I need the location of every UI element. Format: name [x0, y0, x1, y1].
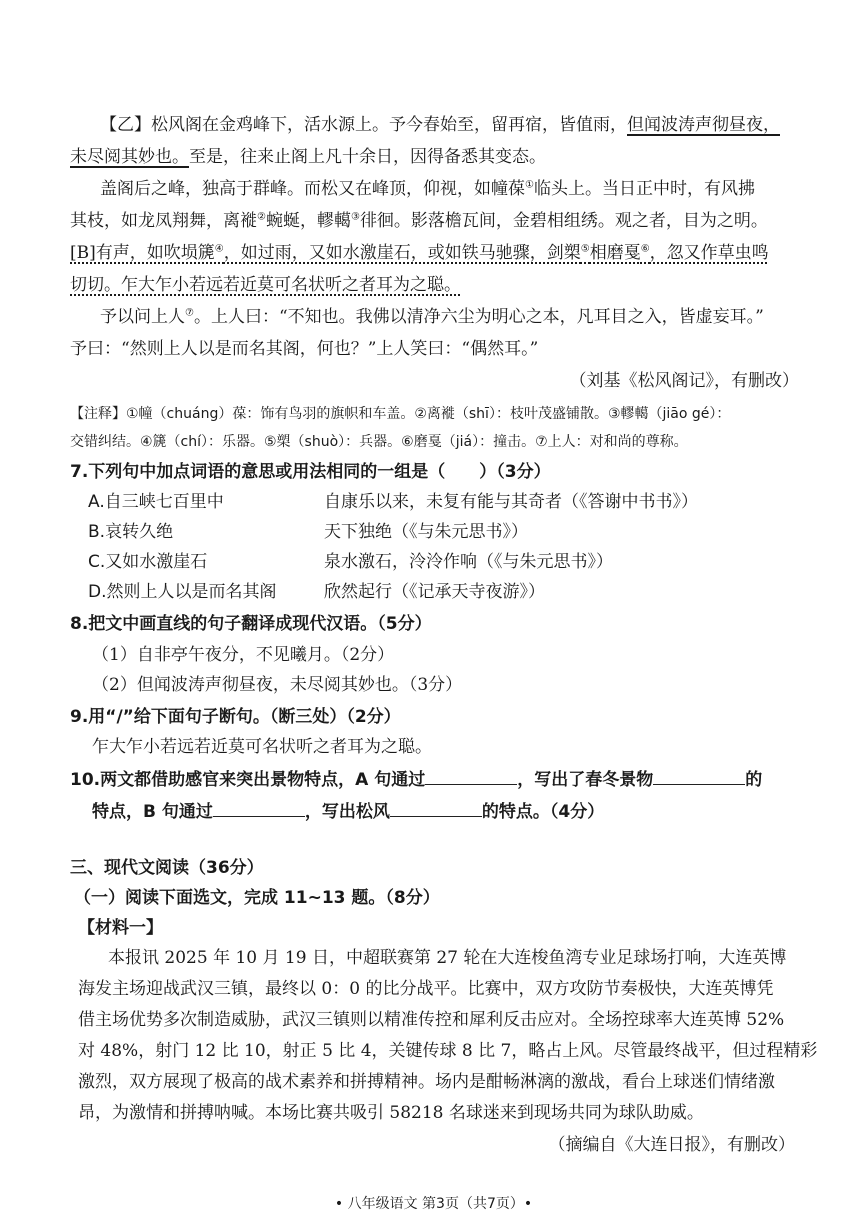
passage-line-b	[70, 273, 461, 297]
question-7-stem: 7.下列句中加点词语的意思或用法相同的一组是（ ）（3分）	[70, 462, 551, 482]
option-left: A.自三峡七百里中	[88, 492, 224, 512]
note-mark: ③	[350, 211, 360, 223]
q7-option-d	[88, 580, 545, 604]
text: 切切。乍大乍小若远若近莫可名状听之者耳为之聪。	[70, 275, 461, 295]
page-footer: • 八年级语文 第3页（共7页）•	[334, 1196, 533, 1212]
article-line: 借主场优势多次制造威胁，武汉三镇则以精准传控和犀利反击应对。全场控球率大连英博 52%	[78, 1010, 785, 1030]
text: 蜿蜒，轇轕	[265, 211, 351, 231]
text: ，忽又作草虫鸣	[649, 243, 769, 263]
section-3-subtitle: （一）阅读下面选文，完成 11~13 题。（8分）	[74, 888, 440, 908]
text: 【乙】松风阁在金鸡峰下，活水源上。予今春始至，留再宿，皆值雨，	[100, 115, 627, 135]
question-9-stem: 9.用“/”给下面句子断句。（断三处）（2分）	[70, 707, 401, 727]
passage-source: （刘基《松风阁记》，有删改）	[569, 371, 799, 391]
answer-blank[interactable]	[213, 800, 305, 817]
option-right: 天下独绝（《与朱元思书》）	[324, 522, 528, 542]
text: 徘徊。影落檐瓦间，金碧相组绣。观之者，目为之明。	[359, 211, 768, 231]
text: ，写出松风	[304, 802, 390, 822]
note-mark: ⑥	[640, 243, 650, 255]
text: 其枝，如龙凤翔舞，离褷	[70, 211, 257, 231]
passage-line-b	[70, 241, 769, 265]
q9-sentence: 乍大乍小若远若近莫可名状听之者耳为之聪。	[92, 737, 432, 757]
option-right: 欣然起行（《记承天寺夜游》）	[324, 582, 545, 602]
underlined-sentence: 未尽阅其妙也。	[70, 147, 189, 167]
text: 特点，B 句通过	[92, 802, 213, 822]
text: ，写出了春冬景物	[517, 770, 654, 790]
q8-item-2: （2）但闻波涛声彻昼夜，未尽阅其妙也。（3分）	[92, 675, 463, 695]
text: 10.两文都借助感官来突出景物特点，A 句通过	[70, 770, 426, 790]
text: [B]有声，如吹埙篪	[70, 243, 215, 263]
text: 相磨戛	[589, 243, 641, 263]
text: 。上人曰：“不知也。我佛以清净六尘为明心之本，凡耳目之入，皆虚妄耳。”	[193, 307, 764, 327]
text: ，如过雨，又如水激崖石，或如铁马驰骤，剑槊	[223, 243, 581, 263]
question-10-line2	[92, 800, 604, 824]
question-8-stem: 8.把文中画直线的句子翻译成现代汉语。（5分）	[70, 614, 432, 634]
text: 临头上。当日正中时，有风拂	[533, 179, 755, 199]
passage-line	[100, 113, 780, 137]
passage-line	[70, 209, 768, 233]
text: 的	[745, 770, 763, 790]
q8-item-1: （1）自非亭午夜分，不见曦月。（2分）	[92, 645, 395, 665]
answer-blank[interactable]	[653, 768, 745, 785]
note-mark: ④	[214, 243, 224, 255]
passage-line	[70, 145, 546, 169]
passage-line	[100, 305, 764, 329]
article-line: 本报讯 2025 年 10 月 19 日，中超联赛第 27 轮在大连梭鱼湾专业足球场打响，大连英博	[108, 948, 787, 968]
section-3-title: 三、现代文阅读（36分）	[70, 858, 264, 878]
material-label: 【材料一】	[78, 918, 163, 938]
text: 至是，往来止阁上凡十余日，因得备悉其变态。	[189, 147, 546, 167]
notes-line: 交错纠结。④篪（chí）：乐器。⑤槊（shuò）：兵器。⑥磨戛（jiá）：撞击。⑦上人：对和尚的尊称。	[70, 434, 688, 450]
note-mark: ①	[525, 179, 534, 191]
article-line: 对 48%，射门 12 比 10，射正 5 比 4，关键传球 8 比 7，略占上风。尽管最终战平，但过程精彩	[78, 1041, 818, 1061]
text: 予曰：“然则上人以是而名其阁，何也？”上人笑曰：“偶然耳。”	[70, 339, 539, 359]
passage-line	[100, 177, 755, 201]
option-left: D.然则上人以是而名其阁	[88, 582, 277, 602]
note-mark: ⑤	[580, 243, 590, 255]
text: 的特点。（4分）	[481, 802, 605, 822]
note-mark: ⑦	[185, 307, 194, 319]
article-line: 昂，为激情和拼搏呐喊。本场比赛共吸引 58218 名球迷来到现场共同为球队助威。	[78, 1103, 704, 1123]
article-source: （摘编自《大连日报》，有删改）	[548, 1135, 795, 1155]
option-right: 泉水激石，泠泠作响（《与朱元思书》）	[324, 552, 613, 572]
q7-option-a	[88, 490, 698, 514]
q7-option-c	[88, 550, 613, 574]
answer-blank[interactable]	[425, 768, 517, 785]
underlined-sentence: 但闻波涛声彻昼夜，	[627, 115, 780, 135]
article-line: 激烈，双方展现了极高的战术素养和拼搏精神。场内是酣畅淋漓的激战，看台上球迷们情绪激	[78, 1072, 775, 1092]
article-line: 海发主场迎战武汉三镇，最终以 0：0 的比分战平。比赛中，双方攻防节奏极快，大连英博凭	[78, 979, 774, 999]
notes-line: 【注释】①幢（chuáng）葆：饰有鸟羽的旗帜和车盖。②离褷（shī）：枝叶茂盛铺散。③轇轕（jiāo gé）：	[70, 406, 731, 422]
option-left: C.又如水激崖石	[88, 552, 208, 572]
text: 盖阁后之峰，独高于群峰。而松又在峰顶，仰视，如幢葆	[100, 179, 525, 199]
note-mark: ②	[257, 211, 266, 223]
answer-blank[interactable]	[390, 800, 482, 817]
q7-option-b	[88, 520, 528, 544]
option-right: 自康乐以来，未复有能与其奇者（《答谢中书书》）	[324, 492, 698, 512]
question-10-line1	[70, 768, 762, 792]
option-left: B.哀转久绝	[88, 522, 174, 542]
text: 予以问上人	[100, 307, 185, 327]
passage-line	[70, 337, 538, 361]
